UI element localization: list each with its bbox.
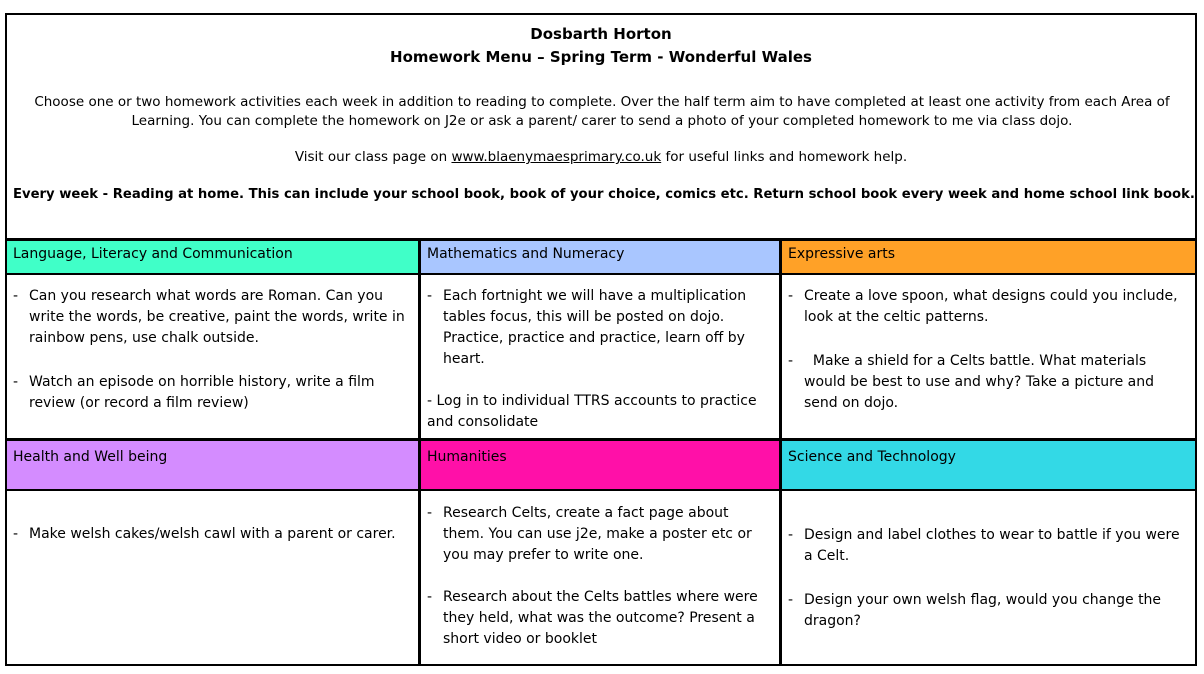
grid-line <box>418 238 421 664</box>
list-item: - Design and label clothes to wear to battle if you were a Celt. <box>788 527 1180 564</box>
grid-line <box>7 273 1195 275</box>
science-activities <box>788 525 1190 632</box>
list-item: - Can you research what words are Roman. Can you write the words, be creative, paint the words, write in rainbow pens, use chalk outside. <box>13 288 405 346</box>
maths-activities <box>427 286 774 433</box>
heading-humanities: Humanities <box>421 440 780 489</box>
header-section <box>7 15 1195 239</box>
visit-suffix: for useful links and homework help. <box>661 149 908 165</box>
class-page-link[interactable]: www.blaenymaesprimary.co.uk <box>451 149 662 165</box>
weekly-reading-note: Every week - Reading at home. This can include your school book, book of your choice, comics etc. Return school book every week and home school link book. <box>13 187 1195 202</box>
humanities-activities <box>427 503 774 650</box>
grid-line <box>7 489 1195 491</box>
heading-health: Health and Well being <box>7 440 419 489</box>
list-item: - Create a love spoon, what designs could you include, look at the celtic patterns. <box>788 288 1178 325</box>
grid-line <box>7 438 1195 441</box>
intro-text: Choose one or two homework activities each week in addition to reading to complete. Over the half term aim to have completed at least one activity from each Area of Learning. You can complete the homework on J2e or ask a parent/ carer to send a photo of your completed homework to me via class dojo. <box>34 94 1170 129</box>
grid-line <box>7 238 1195 241</box>
class-name: Dosbarth Horton <box>530 25 672 43</box>
list-item: - Research Celts, create a fact page about them. You can use j2e, make a poster etc or you may prefer to write one. <box>427 505 752 563</box>
ttrs-note: - Log in to individual TTRS accounts to practice and consolidate <box>427 393 757 430</box>
page-title: Homework Menu – Spring Term - Wonderful Wales <box>390 48 812 66</box>
health-activities <box>13 524 413 545</box>
list-item: - Make a shield for a Celts battle. What materials would be best to use and why? Take a picture and send on dojo. <box>788 353 1159 411</box>
list-item: - Research about the Celts battles where were they held, what was the outcome? Present a short video or booklet <box>427 589 758 647</box>
list-item: - Watch an episode on horrible history, write a film review (or record a film review) <box>13 374 375 411</box>
list-item: - Each fortnight we will have a multiplication tables focus, this will be posted on dojo. Practice, practice and practice, learn off by heart. <box>427 288 747 367</box>
arts-activities <box>788 286 1190 414</box>
visit-prefix: Visit our class page on <box>294 149 452 165</box>
grid-line <box>779 238 782 664</box>
visit-line <box>7 149 1195 165</box>
heading-expressive-arts: Expressive arts <box>782 238 1195 273</box>
list-item: - Make welsh cakes/welsh cawl with a parent or carer. <box>13 526 396 542</box>
heading-maths: Mathematics and Numeracy <box>421 238 780 273</box>
heading-literacy: Language, Literacy and Communication <box>7 238 419 273</box>
homework-menu-document <box>5 13 1197 666</box>
literacy-activities <box>13 286 413 414</box>
heading-science: Science and Technology <box>782 440 1195 489</box>
list-item: - Design your own welsh flag, would you change the dragon? <box>788 592 1162 629</box>
areas-grid <box>7 238 1195 664</box>
